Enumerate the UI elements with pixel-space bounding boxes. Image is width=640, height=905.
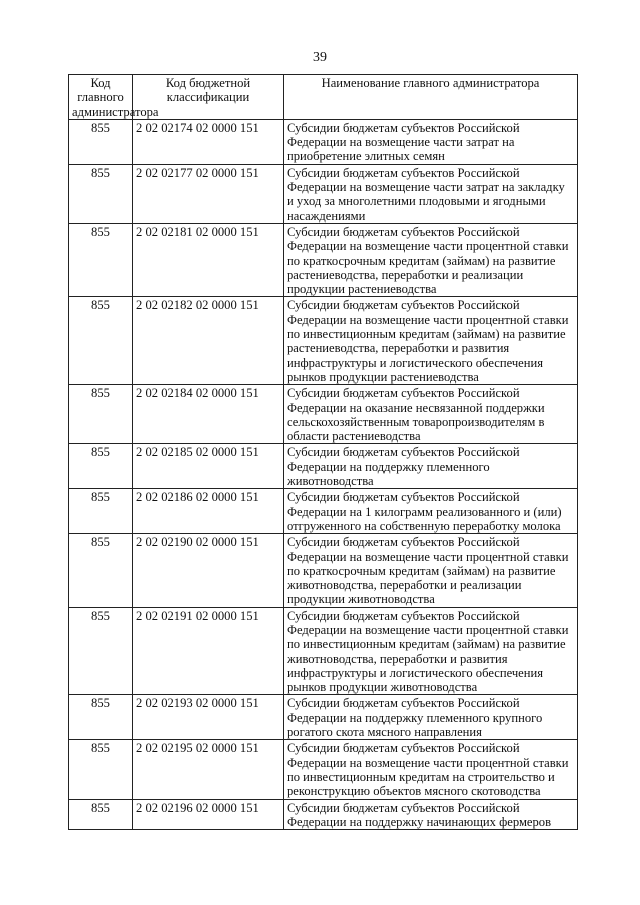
table-row: [69, 799, 578, 830]
budget-code-cell: 2 02 02186 02 0000 151: [133, 489, 284, 534]
table-row: [69, 607, 578, 695]
page-number: 39: [313, 50, 327, 65]
table-row: [69, 740, 578, 799]
admin-name-cell: Субсидии бюджетам субъектов Российской Федерации на поддержку начинающих фермеров: [284, 799, 578, 830]
admin-code-cell: 855: [69, 534, 133, 607]
table-row: [69, 223, 578, 296]
admin-code-cell: 855: [69, 444, 133, 489]
admin-name-cell: Субсидии бюджетам субъектов Российской Федерации на поддержку племенного животноводства: [284, 444, 578, 489]
admin-code-cell: 855: [69, 223, 133, 296]
budget-code-cell: 2 02 02196 02 0000 151: [133, 799, 284, 830]
table-row: [69, 534, 578, 607]
budget-code-cell: 2 02 02182 02 0000 151: [133, 297, 284, 385]
admin-code-cell: 855: [69, 385, 133, 444]
table-row: [69, 695, 578, 740]
table-row: [69, 119, 578, 164]
admin-name-cell: Субсидии бюджетам субъектов Российской Федерации на возмещение части процентной ставки по инвестиционным кредитам (займам) на развитие животноводства, переработки и развития инфраструктуры и логистического обеспечения рынков продукции животноводства: [284, 607, 578, 695]
admin-name-cell: Субсидии бюджетам субъектов Российской Федерации на оказание несвязанной поддержки сельскохозяйственным товаропроизводителям в области растениеводства: [284, 385, 578, 444]
budget-code-cell: 2 02 02191 02 0000 151: [133, 607, 284, 695]
admin-code-cell: 855: [69, 607, 133, 695]
budget-classification-table: [68, 74, 578, 830]
table-header-row: [69, 75, 578, 120]
header-admin-name: Наименование главного администратора: [284, 75, 578, 120]
admin-name-cell: Субсидии бюджетам субъектов Российской Федерации на 1 килограмм реализованного и (или) отгруженного на собственную переработку молока: [284, 489, 578, 534]
admin-code-cell: 855: [69, 695, 133, 740]
header-admin-code: Код главного администратора: [69, 75, 133, 120]
admin-code-cell: 855: [69, 119, 133, 164]
admin-code-cell: 855: [69, 740, 133, 799]
admin-name-cell: Субсидии бюджетам субъектов Российской Федерации на возмещение части процентной ставки по краткосрочным кредитам (займам) на развитие животноводства, переработки и реализации продукции животноводства: [284, 534, 578, 607]
admin-name-cell: Субсидии бюджетам субъектов Российской Федерации на возмещение части процентной ставки по инвестиционным кредитам на строительство и реконструкцию объектов мясного скотоводства: [284, 740, 578, 799]
table-row: [69, 444, 578, 489]
table-row: [69, 489, 578, 534]
budget-code-cell: 2 02 02195 02 0000 151: [133, 740, 284, 799]
admin-code-cell: 855: [69, 297, 133, 385]
admin-name-cell: Субсидии бюджетам субъектов Российской Федерации на возмещение части затрат на закладку и уход за многолетними плодовыми и ягодными насаждениями: [284, 164, 578, 223]
table-row: [69, 164, 578, 223]
admin-code-cell: 855: [69, 799, 133, 830]
budget-code-cell: 2 02 02193 02 0000 151: [133, 695, 284, 740]
admin-code-cell: 855: [69, 489, 133, 534]
budget-code-cell: 2 02 02174 02 0000 151: [133, 119, 284, 164]
admin-name-cell: Субсидии бюджетам субъектов Российской Федерации на возмещение части процентной ставки по краткосрочным кредитам (займам) на развитие растениеводства, переработки и реализации продукции растениеводства: [284, 223, 578, 296]
admin-code-cell: 855: [69, 164, 133, 223]
admin-name-cell: Субсидии бюджетам субъектов Российской Федерации на возмещение части процентной ставки по инвестиционным кредитам (займам) на развитие растениеводства, переработки и развития инфраструктуры и логистического обеспечения рынков продукции растениеводства: [284, 297, 578, 385]
budget-code-cell: 2 02 02190 02 0000 151: [133, 534, 284, 607]
table-row: [69, 297, 578, 385]
table-row: [69, 385, 578, 444]
admin-name-cell: Субсидии бюджетам субъектов Российской Федерации на поддержку племенного крупного рогатого скота мясного направления: [284, 695, 578, 740]
budget-code-cell: 2 02 02185 02 0000 151: [133, 444, 284, 489]
header-budget-code: Код бюджетной классификации: [133, 75, 284, 120]
budget-code-cell: 2 02 02184 02 0000 151: [133, 385, 284, 444]
budget-code-cell: 2 02 02177 02 0000 151: [133, 164, 284, 223]
admin-name-cell: Субсидии бюджетам субъектов Российской Федерации на возмещение части затрат на приобретение элитных семян: [284, 119, 578, 164]
budget-code-cell: 2 02 02181 02 0000 151: [133, 223, 284, 296]
